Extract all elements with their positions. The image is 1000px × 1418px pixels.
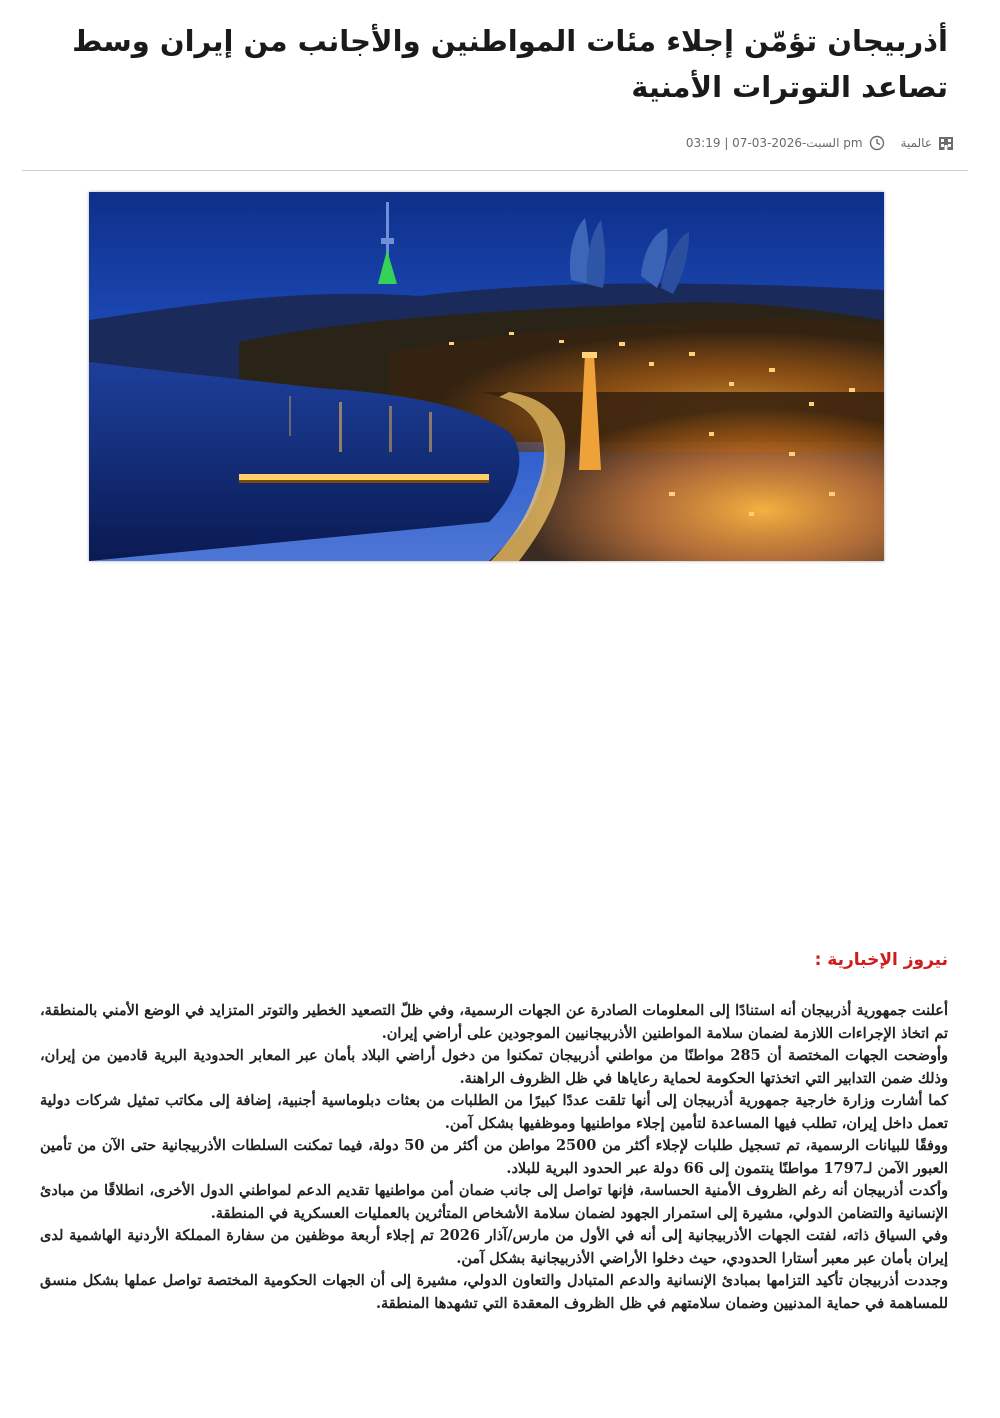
article-body bbox=[40, 1000, 948, 1315]
article-paragraph: ووفقًا للبيانات الرسمية، تم تسجيل طلبات لإجلاء أكثر من 2500 مواطن من أكثر من 50 دولة، فيما تمكنت السلطات الأذربيجانية حتى الآن من تأمين العبور الآمن لـ1797 مواطنًا ينتمون إلى 66 دولة عبر الحدود البرية للبلاد. bbox=[40, 1137, 948, 1177]
article-datetime: السبت-2026-03-07 | 03:19 pm bbox=[685, 136, 863, 150]
clock-icon bbox=[869, 135, 885, 151]
article-category[interactable]: عالمية bbox=[900, 136, 932, 150]
article-paragraph: أعلنت جمهورية أذربيجان أنه استنادًا إلى المعلومات الصادرة عن الجهات الرسمية، وفي ظلّ التصعيد الخطير والتوتر المتزايد في الوضع الأمني بالمنطقة، تم اتخاذ الإجراءات اللازمة لضمان سلامة المواطنين الأذربيجانيين الموجودين على أراضي إيران. bbox=[40, 1002, 948, 1042]
article-paragraph: وجددت أذربيجان تأكيد التزامها بمبادئ الإنسانية والدعم المتبادل والتعاون الدولي، مشيرة إلى أن الجهات الحكومية المختصة تواصل عملها بشكل منسق للمساهمة في حماية المدنيين وضمان سلامتهم في ظل الظروف المعقدة التي تشهدها المنطقة. bbox=[40, 1272, 948, 1312]
article-paragraph: وأكدت أذربيجان أنه رغم الظروف الأمنية الحساسة، فإنها تواصل إلى جانب ضمان أمن مواطنيها تقديم الدعم لمواطني الدول الأخرى، انطلاقًا من مبادئ الإنسانية والتضامن الدولي، مشيرة إلى استمرار الجهود لضمان سلامة الأشخاص المتأثرين بالعمليات العسكرية في المنطقة. bbox=[40, 1182, 948, 1222]
news-source-label: نيروز الإخبارية : bbox=[814, 950, 948, 970]
article-paragraph: وأوضحت الجهات المختصة أن 285 مواطنًا من مواطني أذربيجان تمكنوا من دخول أراضي البلاد بأمان عبر المعابر الحدودية البرية قادمين من إيران، وذلك ضمن التدابير التي اتخذتها الحكومة لحماية رعاياها في ظل الظروف الراهنة. bbox=[40, 1047, 948, 1087]
header-divider bbox=[22, 170, 968, 171]
article-meta bbox=[686, 132, 954, 154]
article-paragraph: كما أشارت وزارة خارجية جمهورية أذربيجان إلى أنها تلقت عددًا كبيرًا من الطلبات من بعثات دبلوماسية أجنبية، إضافة إلى مكاتب تمثيل شركات دولية تعمل داخل إيران، تطلب فيها المساعدة لتأمين إجلاء مواطنيها وموظفيها بشكل آمن. bbox=[40, 1092, 948, 1132]
article-paragraph: وفي السياق ذاته، لفتت الجهات الأذربيجانية إلى أنه في الأول من مارس/آذار 2026 تم إجلاء أربعة موظفين من سفارة المملكة الأردنية الهاشمية لدى إيران بأمان عبر معبر أستارا الحدودي، حيث دخلوا الأراضي الأذربيجانية بشكل آمن. bbox=[40, 1227, 949, 1267]
article-title: أذربيجان تؤمّن إجلاء مئات المواطنين والأجانب من إيران وسط تصاعد التوترات الأمنية bbox=[72, 24, 948, 104]
article-image bbox=[89, 192, 884, 561]
building-icon bbox=[938, 135, 954, 151]
